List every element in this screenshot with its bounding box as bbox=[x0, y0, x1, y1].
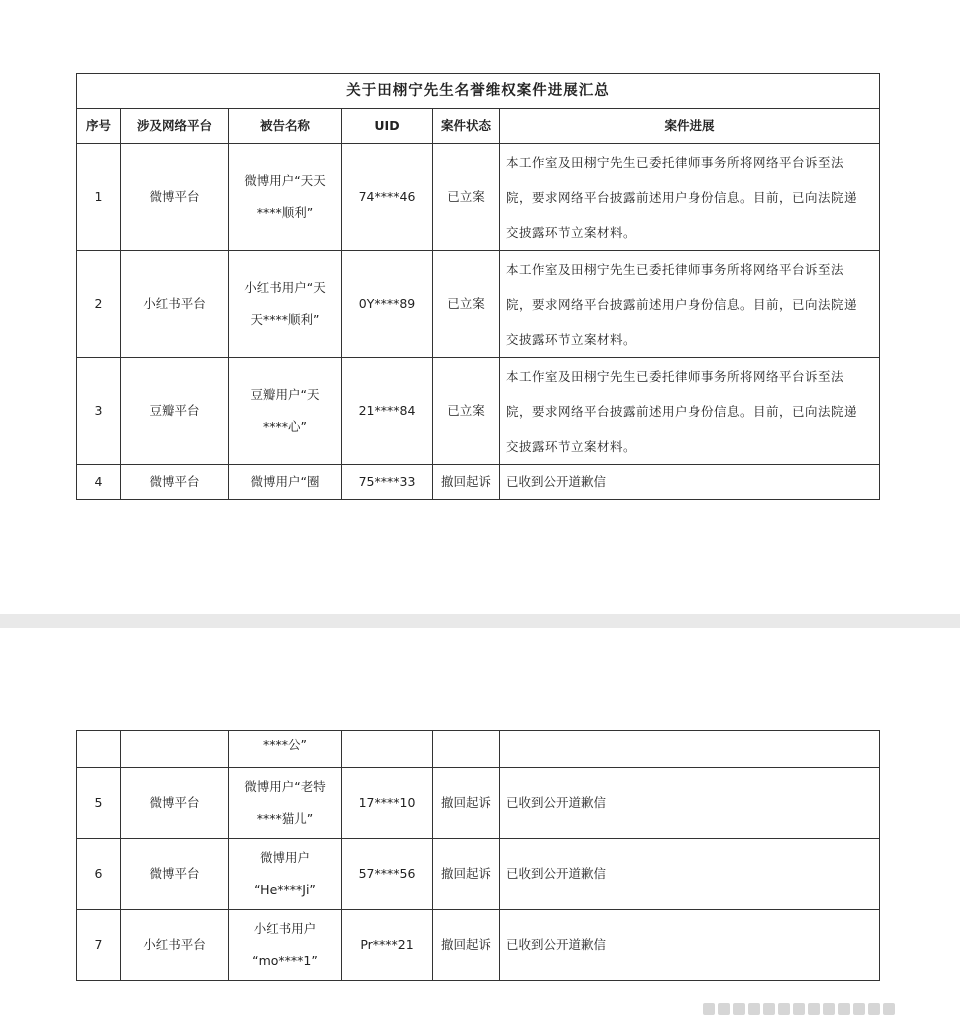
progress-line-2: 院，要求网络平台披露前述用户身份信息。目前，已向法院递 bbox=[506, 403, 858, 419]
cell-progress: 已收到公开道歉信 bbox=[500, 910, 880, 981]
defendant-line-1: 微博用户“天天 bbox=[244, 173, 326, 188]
cell-no: 3 bbox=[77, 358, 121, 465]
defendant-line-1: 小红书用户“天 bbox=[244, 280, 326, 295]
cell-platform: 小红书平台 bbox=[121, 910, 229, 981]
cell-progress: 已收到公开道歉信 bbox=[500, 839, 880, 910]
cell-defendant: 微博用户“圈 bbox=[229, 465, 342, 500]
cell-defendant bbox=[229, 358, 342, 465]
cell-no: 1 bbox=[77, 144, 121, 251]
cell-defendant bbox=[229, 768, 342, 839]
table-row-continued bbox=[77, 731, 880, 768]
cell-uid: 74****46 bbox=[342, 144, 433, 251]
table-title: 关于田栩宁先生名誉维权案件进展汇总 bbox=[77, 74, 880, 109]
cell-platform: 豆瓣平台 bbox=[121, 358, 229, 465]
cell-defendant bbox=[229, 910, 342, 981]
table-row bbox=[77, 358, 880, 465]
cell-defendant: ****公” bbox=[229, 731, 342, 768]
watermark bbox=[700, 1000, 950, 1018]
defendant-line-1: 豆瓣用户“天 bbox=[250, 387, 320, 402]
defendant-line-2: “mo****1” bbox=[252, 953, 318, 968]
cell-uid: 75****33 bbox=[342, 465, 433, 500]
table-row bbox=[77, 768, 880, 839]
cell-status: 已立案 bbox=[433, 251, 500, 358]
table-row bbox=[77, 144, 880, 251]
cell-no: 7 bbox=[77, 910, 121, 981]
progress-line-3: 交披露环节立案材料。 bbox=[506, 224, 637, 240]
cell-no: 6 bbox=[77, 839, 121, 910]
progress-line-1: 本工作室及田栩宁先生已委托律师事务所将网络平台诉至法 bbox=[506, 368, 845, 384]
cell-status: 撤回起诉 bbox=[433, 839, 500, 910]
progress-line-3: 交披露环节立案材料。 bbox=[506, 438, 637, 454]
cell-uid: 0Y****89 bbox=[342, 251, 433, 358]
cell-progress: 已收到公开道歉信 bbox=[500, 465, 880, 500]
case-progress-table bbox=[76, 73, 880, 500]
defendant-line-2: ****心” bbox=[263, 419, 307, 434]
cell-defendant bbox=[229, 144, 342, 251]
cell-platform: 微博平台 bbox=[121, 465, 229, 500]
table-row bbox=[77, 251, 880, 358]
cell-status: 已立案 bbox=[433, 358, 500, 465]
defendant-line-1: 微博用户“老特 bbox=[244, 779, 326, 794]
case-progress-table-continued bbox=[76, 730, 880, 981]
table-row bbox=[77, 839, 880, 910]
progress-line-2: 院，要求网络平台披露前述用户身份信息。目前，已向法院递 bbox=[506, 296, 858, 312]
header-status: 案件状态 bbox=[433, 109, 500, 144]
progress-line-1: 本工作室及田栩宁先生已委托律师事务所将网络平台诉至法 bbox=[506, 261, 845, 277]
header-progress: 案件进展 bbox=[500, 109, 880, 144]
cell-no: 5 bbox=[77, 768, 121, 839]
cell-uid: 17****10 bbox=[342, 768, 433, 839]
cell-status: 撤回起诉 bbox=[433, 910, 500, 981]
cell-defendant bbox=[229, 251, 342, 358]
cell-platform: 小红书平台 bbox=[121, 251, 229, 358]
cell-status: 撤回起诉 bbox=[433, 465, 500, 500]
defendant-line-2: 天****顺利” bbox=[250, 312, 320, 327]
defendant-line-1: 小红书用户 bbox=[253, 921, 317, 936]
cell-uid: Pr****21 bbox=[342, 910, 433, 981]
header-uid: UID bbox=[342, 109, 433, 144]
table-row bbox=[77, 465, 880, 500]
defendant-line-2: ****猫儿” bbox=[256, 811, 314, 826]
progress-line-2: 院，要求网络平台披露前述用户身份信息。目前，已向法院递 bbox=[506, 189, 858, 205]
cell-progress bbox=[500, 358, 880, 465]
page-separator bbox=[0, 614, 960, 628]
cell-platform: 微博平台 bbox=[121, 144, 229, 251]
cell-no: 4 bbox=[77, 465, 121, 500]
cell-defendant bbox=[229, 839, 342, 910]
cell-status: 已立案 bbox=[433, 144, 500, 251]
cell-platform: 微博平台 bbox=[121, 839, 229, 910]
progress-line-3: 交披露环节立案材料。 bbox=[506, 331, 637, 347]
cell-uid: 21****84 bbox=[342, 358, 433, 465]
defendant-line-2: “He****Ji” bbox=[254, 882, 316, 897]
defendant-line-2: ****顺利” bbox=[256, 205, 314, 220]
cell-no: 2 bbox=[77, 251, 121, 358]
cell-platform: 微博平台 bbox=[121, 768, 229, 839]
cell-uid: 57****56 bbox=[342, 839, 433, 910]
header-defendant: 被告名称 bbox=[229, 109, 342, 144]
document-page-2 bbox=[0, 628, 960, 1026]
defendant-line-1: 微博用户 bbox=[259, 850, 310, 865]
header-no: 序号 bbox=[77, 109, 121, 144]
table-row bbox=[77, 910, 880, 981]
progress-line-1: 本工作室及田栩宁先生已委托律师事务所将网络平台诉至法 bbox=[506, 154, 845, 170]
cell-progress bbox=[500, 251, 880, 358]
cell-progress: 已收到公开道歉信 bbox=[500, 768, 880, 839]
cell-status: 撤回起诉 bbox=[433, 768, 500, 839]
header-platform: 涉及网络平台 bbox=[121, 109, 229, 144]
cell-progress bbox=[500, 144, 880, 251]
